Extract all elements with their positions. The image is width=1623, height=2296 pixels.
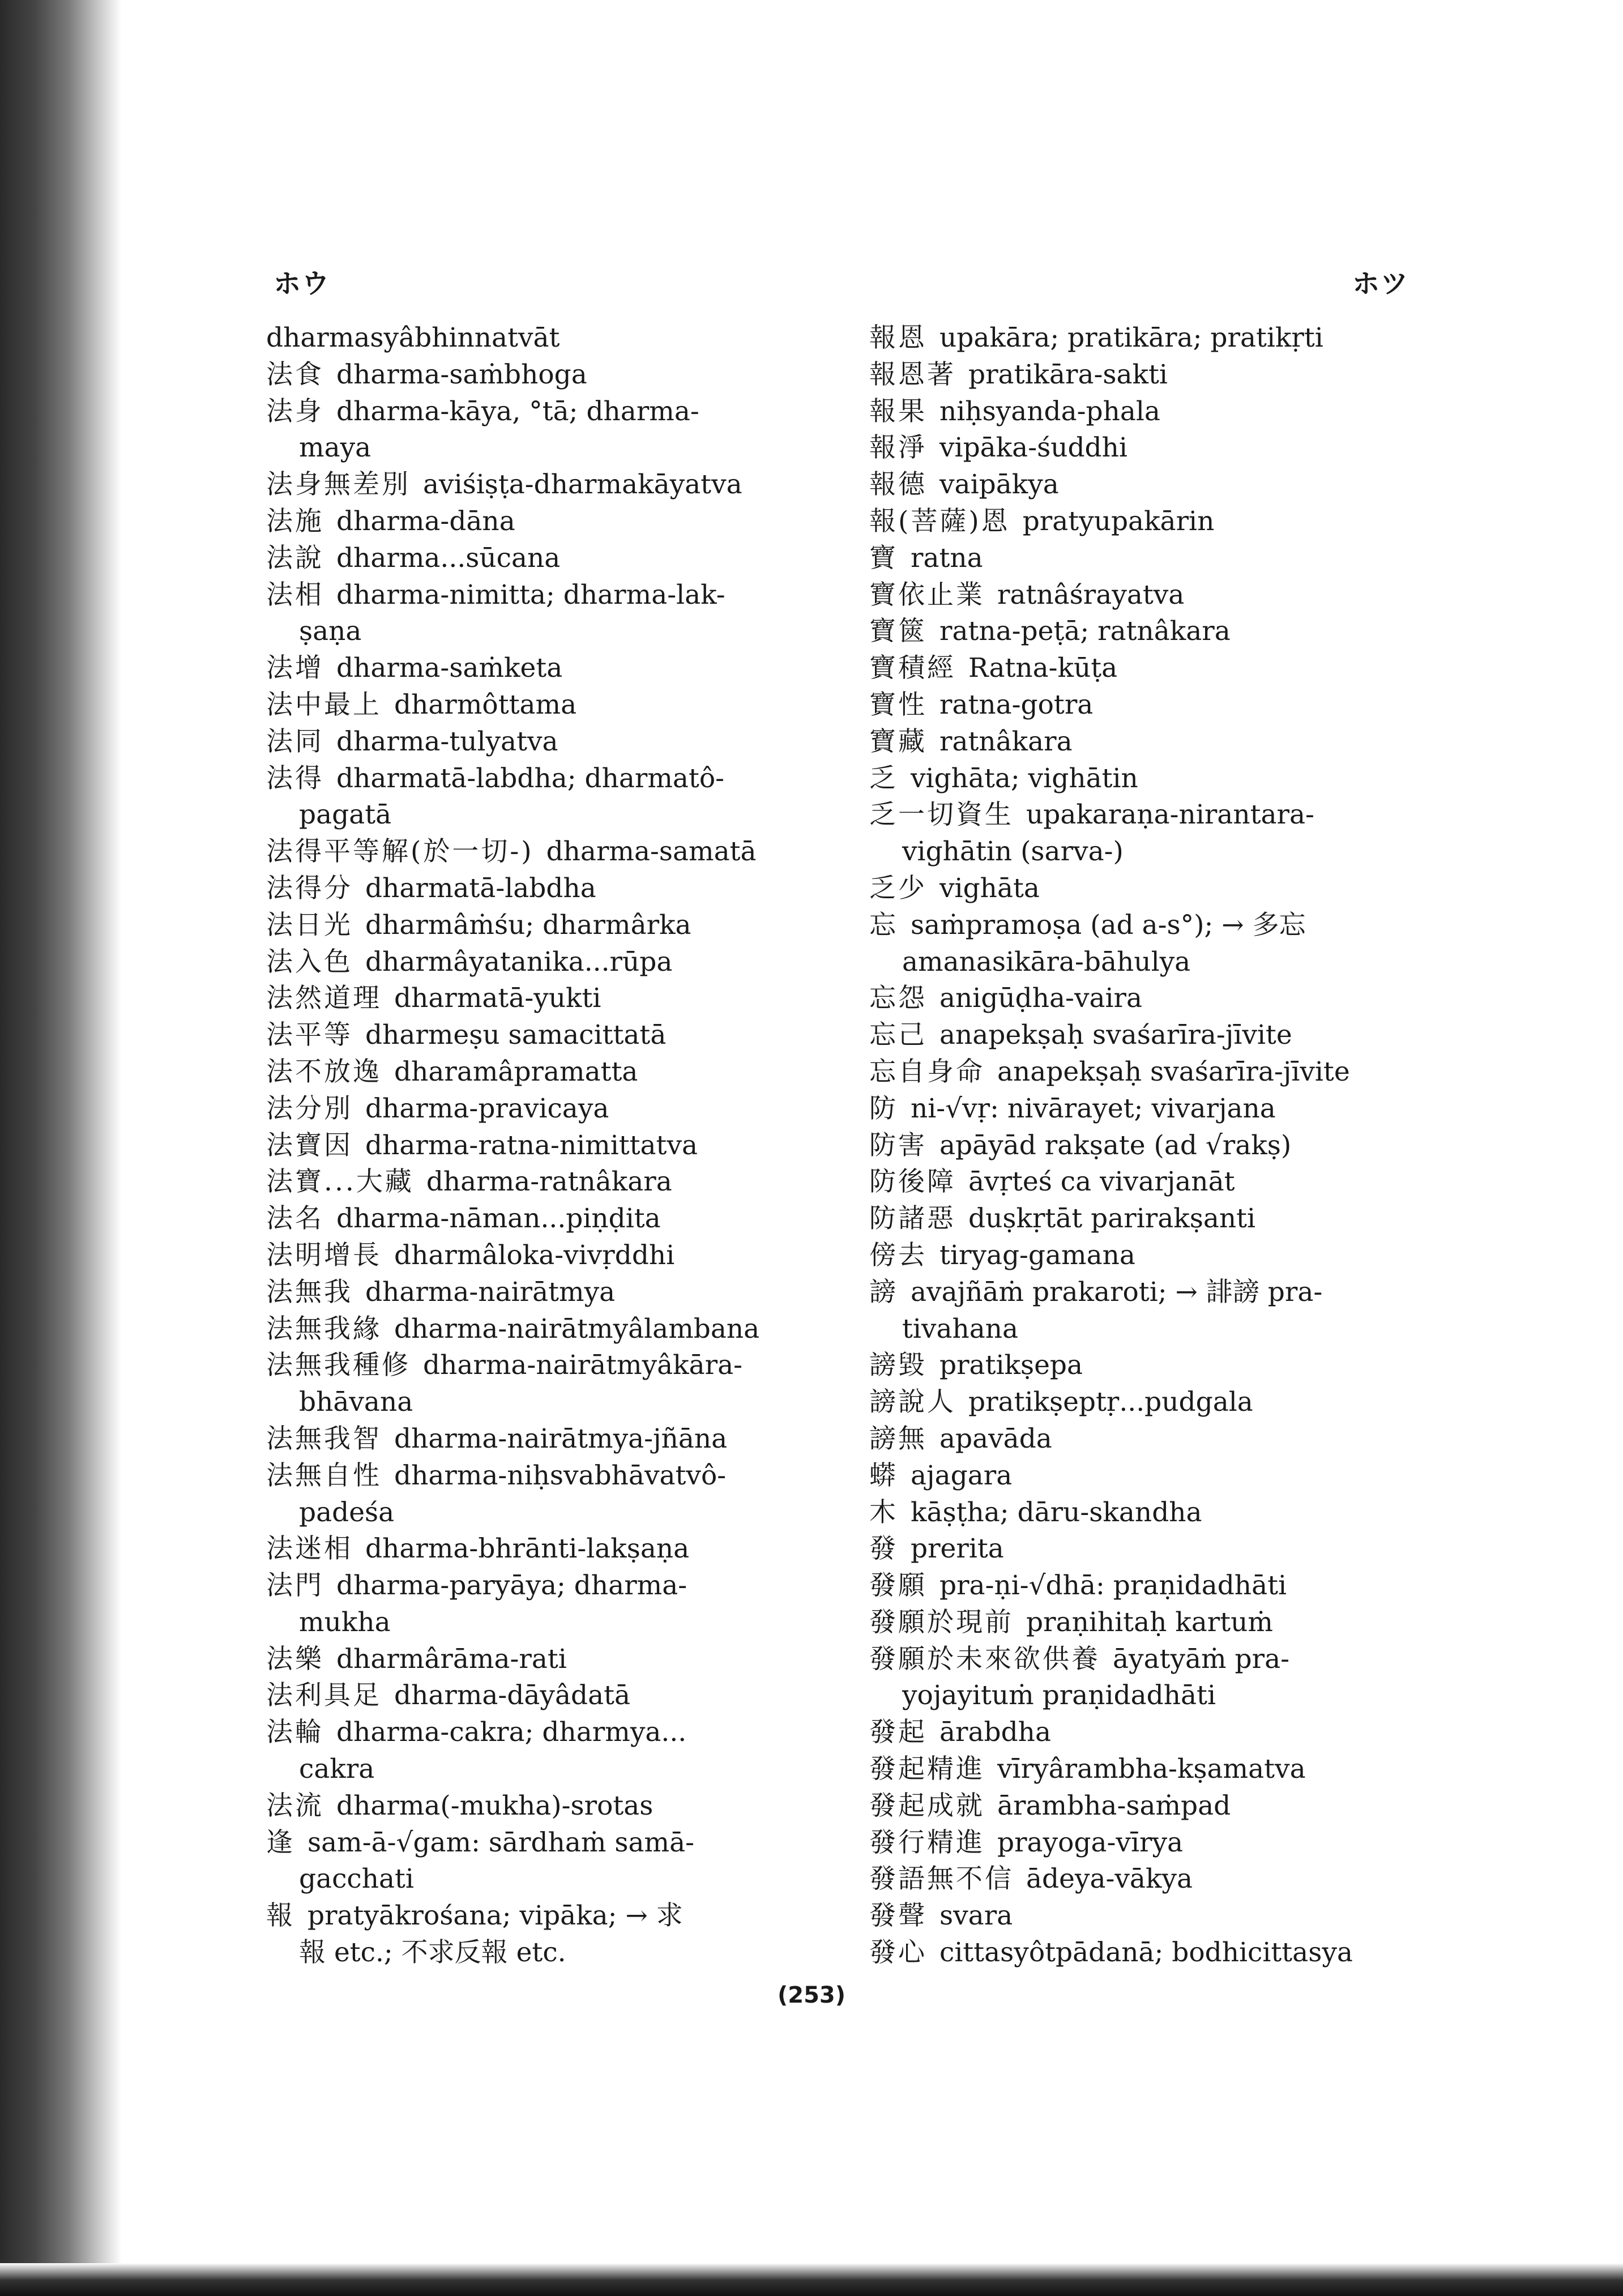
entry-headword: 法然道理 [266,983,382,1014]
dictionary-entry [869,980,1436,1017]
entry-headword: 傍去 [869,1239,927,1271]
entry-headword: 報恩 [869,322,927,353]
entry-headword: 防害 [869,1129,927,1161]
entry-definition: dharma-dāna [336,505,515,537]
entry-headword: 乏少 [869,872,927,904]
binding-shadow [0,0,122,2296]
entry-headword: 報 [266,1900,295,1932]
entry-headword: 法流 [266,1790,324,1821]
dictionary-entry [266,1274,838,1311]
dictionary-entry [869,577,1436,614]
entry-headword: 報淨 [869,432,927,464]
entry-definition: pratyākrośana; vipāka; → 求 [307,1900,683,1932]
dictionary-entry [869,1898,1436,1935]
entry-headword: 發起 [869,1717,927,1748]
entry-definition: dharma-nāman...piṇḍita [336,1203,661,1235]
dictionary-entry [869,761,1436,797]
dictionary-entry [266,1641,838,1678]
dictionary-entry [266,577,838,651]
entry-definition: tiryag-gamana [939,1239,1135,1271]
entry-headword: 法中最上 [266,689,382,720]
dictionary-entry [266,467,838,503]
entry-definition: apavāda [939,1423,1052,1454]
entry-headword: 謗說人 [869,1386,956,1418]
dictionary-entry [266,1237,838,1274]
dictionary-entry [869,650,1436,687]
entry-definition: niḥsyanda-phala [939,395,1160,427]
entry-headword: 忘怨 [869,983,927,1014]
entry-definition: aviśiṣṭa-dharmakāyatva [423,469,742,501]
entry-definition: upakaraṇa-nirantara- [1026,799,1314,831]
dictionary-entry [869,394,1436,430]
dictionary-entry [869,797,1436,870]
entry-definition: dharmâyatanika...rūpa [365,946,673,978]
right-column [869,320,1436,1971]
dictionary-entry [869,1751,1436,1788]
entry-definition: dharma-paryāya; dharma- [336,1570,687,1602]
entry-definition: dharma-saṁbhoga [336,359,587,390]
entry-headword: 法門 [266,1570,324,1602]
dictionary-entry [266,540,838,577]
entry-headword: 忘己 [869,1019,927,1051]
entry-headword: 逢 [266,1826,295,1858]
entry-headword: 防後障 [869,1166,956,1198]
entry-headword: 法不放逸 [266,1056,382,1087]
entry-definition: pratikāra-sakti [968,359,1168,390]
entry-continuation: yojayituṁ praṇidadhāti [902,1680,1216,1712]
dictionary-entry [266,1788,838,1825]
entry-headword: 法無我 [266,1276,353,1308]
dictionary-entry [869,1237,1436,1274]
dictionary-entry [266,320,838,357]
entry-definition: duṣkṛtāt parirakṣanti [968,1203,1256,1235]
entry-continuation: gacchati [299,1863,414,1895]
entry-headword: 寶性 [869,689,927,720]
entry-headword: 發起精進 [869,1753,985,1785]
left-column [266,320,838,1971]
dictionary-entry [869,1935,1436,1971]
entry-definition: ratnâkara [939,725,1073,757]
entry-headword: 寶積經 [869,652,956,684]
dictionary-entry [869,1421,1436,1458]
entry-definition: cittasyôtpādanā; bodhicittasya [939,1937,1353,1969]
entry-continuation: amanasikāra-bāhulya [902,946,1191,978]
dictionary-entry [266,1128,838,1164]
entry-headword: 法寶...大藏 [266,1166,414,1198]
entry-definition: dharma-nairātmya [365,1276,616,1308]
dictionary-entry [869,320,1436,357]
entry-definition: ratna [911,542,983,574]
entry-headword: 防 [869,1092,898,1124]
entry-headword: 法分別 [266,1092,353,1124]
entry-headword: 法樂 [266,1643,324,1675]
entry-headword: 法明增長 [266,1239,382,1271]
dictionary-entry [266,1568,838,1641]
entry-continuation: bhāvana [299,1386,413,1418]
dictionary-entry [266,1017,838,1054]
entry-headword: 法相 [266,579,324,611]
entry-definition: vighāta; vighātin [911,762,1138,794]
dictionary-entry [869,1201,1436,1237]
entry-headword: 發願 [869,1570,927,1602]
entry-headword: 法增 [266,652,324,684]
entry-headword: 發心 [869,1937,927,1969]
entry-definition: ārambha-saṁpad [997,1790,1231,1821]
entry-definition: dharmeṣu samacittatā [365,1019,667,1051]
entry-definition: ārabdha [939,1717,1051,1748]
dictionary-entry [869,540,1436,577]
entry-definition: dharma-tulyatva [336,725,558,757]
entry-headword: 發聲 [869,1900,927,1932]
entry-definition: dharma-samatā [546,836,757,868]
dictionary-entry [266,1421,838,1458]
dictionary-entry [869,1347,1436,1384]
entry-definition: ratna-gotra [939,689,1094,720]
entry-headword: 法身無差別 [266,469,411,501]
entry-headword: 法輪 [266,1717,324,1748]
entry-definition: vaipākya [939,469,1059,501]
entry-headword: 忘自身命 [869,1056,985,1087]
entry-headword: 法食 [266,359,324,390]
dictionary-entry [266,761,838,834]
entry-definition: avajñāṁ prakaroti; → 誹謗 pra- [911,1276,1323,1308]
dictionary-entry [266,503,838,540]
entry-definition: dharma-ratnâkara [426,1166,672,1198]
dictionary-entry [869,1495,1436,1531]
entry-definition: svara [939,1900,1013,1932]
entry-definition: dharamâpramatta [394,1056,638,1087]
dictionary-entry [869,357,1436,394]
entry-headword: 報恩著 [869,359,956,390]
entry-headword: 法無我種修 [266,1350,411,1381]
entry-definition: dharmôttama [394,689,577,720]
dictionary-entry [266,650,838,687]
entry-headword: 乏一切資生 [869,799,1014,831]
entry-definition: dharma(-mukha)-srotas [336,1790,654,1821]
dictionary-entry [266,944,838,981]
dictionary-entry [869,1568,1436,1604]
entry-definition: dharma-nimitta; dharma-lak- [336,579,725,611]
dictionary-entry [266,1054,838,1091]
entry-headword: 法名 [266,1203,324,1235]
entry-headword: 法無我智 [266,1423,382,1454]
entry-definition: ādeya-vākya [1026,1863,1193,1895]
entry-definition: Ratna-kūṭa [968,652,1118,684]
dictionary-entry [266,1898,838,1971]
entry-definition: dharma-bhrānti-lakṣaṇa [365,1533,690,1565]
entry-headword: 謗毀 [869,1350,927,1381]
entry-definition: ni-√vṛ: nivārayet; vivarjana [911,1092,1276,1124]
dictionary-entry [266,1714,838,1788]
entry-headword: 乏 [869,762,898,794]
entry-definition: vighāta [939,872,1040,904]
entry-headword: 法寶因 [266,1129,353,1161]
entry-definition: dharma-kāya, °tā; dharma- [336,395,699,427]
dictionary-entry [266,357,838,394]
entry-headword: 謗無 [869,1423,927,1454]
entry-definition: anapekṣaḥ svaśarīra-jīvite [997,1056,1350,1087]
dictionary-entry [869,1274,1436,1348]
entry-continuation: cakra [299,1753,375,1785]
entry-continuation: tivahana [902,1313,1019,1345]
dictionary-entry [869,724,1436,761]
dictionary-entry [869,1054,1436,1091]
entry-definition: pratikṣeptṛ...pudgala [968,1386,1253,1418]
entry-definition: prerita [911,1533,1004,1565]
entry-definition: dharmatā-yukti [394,983,601,1014]
dictionary-entry [869,467,1436,503]
entry-headword: 蟒 [869,1459,898,1491]
dictionary-entry [869,503,1436,540]
dictionary-entry [869,1128,1436,1164]
entry-headword: 發願於未來欲供養 [869,1643,1100,1675]
entry-headword: 發語無不信 [869,1863,1014,1895]
entry-continuation: 報 etc.; 不求反報 etc. [299,1937,566,1969]
dictionary-entry [869,1531,1436,1568]
entry-headword: 寶篋 [869,616,927,647]
entry-definition: dharmatā-labdha; dharmatô- [336,762,725,794]
dictionary-entry [869,687,1436,724]
entry-definition: dharma-nairātmya-jñāna [394,1423,728,1454]
entry-headword: 法說 [266,542,324,574]
dictionary-entry [266,687,838,724]
entry-definition: ratnâśrayatva [997,579,1185,611]
entry-headword: 法得分 [266,872,353,904]
entry-definition: dharmasyâbhinnatvāt [266,322,560,353]
entry-definition: pratyupakārin [1022,505,1215,537]
entry-headword: 法迷相 [266,1533,353,1565]
entry-continuation: maya [299,432,371,464]
entry-definition: dharma-dāyâdatā [394,1680,631,1712]
scan-bottom-edge [0,2263,1623,2296]
entry-definition: vīryârambha-kṣamatva [997,1753,1306,1785]
entry-headword: 法同 [266,725,324,757]
entry-definition: āyatyāṁ pra- [1113,1643,1290,1675]
entry-definition: apāyād rakṣate (ad √rakṣ) [939,1129,1292,1161]
entry-definition: saṁpramoṣa (ad a-s°); → 多忘 [911,909,1306,941]
dictionary-entry [266,907,838,944]
dictionary-entry [869,430,1436,467]
entry-headword: 法日光 [266,909,353,941]
dictionary-entry [869,613,1436,650]
running-head-left: ホウ [274,268,331,300]
entry-headword: 寶依止業 [869,579,985,611]
dictionary-entry [266,1678,838,1714]
dictionary-entry [266,1347,838,1421]
dictionary-entry [869,1458,1436,1495]
dictionary-entry [869,1017,1436,1054]
entry-definition: vipāka-śuddhi [939,432,1127,464]
entry-definition: pra-ṇi-√dhā: praṇidadhāti [939,1570,1287,1602]
entry-definition: dharma-cakra; dharmya... [336,1717,687,1748]
dictionary-entry [266,1311,838,1348]
entry-headword: 木 [869,1496,898,1528]
dictionary-entry [266,1201,838,1237]
entry-definition: dharmatā-labdha [365,872,596,904]
entry-definition: ratna-peṭā; ratnâkara [939,616,1231,647]
entry-definition: kāṣṭha; dāru-skandha [911,1496,1202,1528]
dictionary-entry [869,1164,1436,1201]
entry-headword: 報德 [869,469,927,501]
entry-headword: 忘 [869,909,898,941]
entry-definition: upakāra; pratikāra; pratikṛti [939,322,1323,353]
dictionary-entry [869,1384,1436,1421]
entry-definition: dharmâṁśu; dharmârka [365,909,691,941]
dictionary-entry [266,1825,838,1898]
entry-continuation: ṣaṇa [299,616,362,647]
running-head-right: ホツ [1352,268,1409,300]
dictionary-entry [869,870,1436,907]
entry-definition: anapekṣaḥ svaśarīra-jīvite [939,1019,1292,1051]
entry-headword: 發行精進 [869,1826,985,1858]
entry-headword: 法得平等解(於一切-) [266,836,534,868]
entry-definition: dharma-saṁketa [336,652,563,684]
entry-headword: 發起成就 [869,1790,985,1821]
entry-continuation: pagatā [299,799,392,831]
entry-definition: sam-ā-√gam: sārdhaṁ samā- [307,1826,694,1858]
entry-continuation: vighātin (sarva-) [902,836,1124,868]
entry-continuation: padeśa [299,1496,395,1528]
dictionary-entry [869,1788,1436,1825]
entry-definition: prayoga-vīrya [997,1826,1184,1858]
dictionary-entry [266,834,838,870]
dictionary-entry [266,1458,838,1531]
entry-definition: dharma-nairātmyâlambana [394,1313,760,1345]
entry-headword: 報果 [869,395,927,427]
dictionary-entry [266,1164,838,1201]
dictionary-entry [266,1531,838,1568]
entry-headword: 發 [869,1533,898,1565]
entry-definition: dharma-niḥsvabhāvatvô- [394,1459,727,1491]
entry-headword: 法身 [266,395,324,427]
dictionary-entry [266,724,838,761]
dictionary-entry [266,870,838,907]
dictionary-entry [869,907,1436,981]
dictionary-entry [869,1091,1436,1128]
entry-definition: āvṛteś ca vivarjanāt [968,1166,1235,1198]
dictionary-entry [266,394,838,467]
entry-headword: 防諸惡 [869,1203,956,1235]
entry-headword: 法無自性 [266,1459,382,1491]
entry-definition: dharma-nairātmyâkāra- [423,1350,743,1381]
dictionary-entry [869,1641,1436,1715]
entry-definition: praṇihitaḥ kartuṁ [1026,1606,1273,1638]
entry-headword: 寶 [869,542,898,574]
entry-headword: 法利具足 [266,1680,382,1712]
dictionary-entry [869,1825,1436,1862]
entry-definition: dharmârāma-rati [336,1643,567,1675]
entry-definition: pratikṣepa [939,1350,1083,1381]
dictionary-entry [869,1861,1436,1898]
entry-headword: 法平等 [266,1019,353,1051]
dictionary-entry [266,1091,838,1128]
dictionary-entry [869,1714,1436,1751]
dictionary-entry [266,980,838,1017]
entry-definition: dharma-pravicaya [365,1092,609,1124]
entry-headword: 謗 [869,1276,898,1308]
entry-definition: dharma-ratna-nimittatva [365,1129,698,1161]
entry-definition: dharma...sūcana [336,542,561,574]
entry-headword: 法得 [266,762,324,794]
dictionary-entry [869,1604,1436,1641]
page-number: (253) [777,1982,846,2008]
entry-definition: dharmâloka-vivṛddhi [394,1239,675,1271]
entry-continuation: mukha [299,1606,391,1638]
entry-definition: ajagara [911,1459,1013,1491]
entry-headword: 法施 [266,505,324,537]
entry-definition: anigūḍha-vaira [939,983,1143,1014]
entry-headword: 發願於現前 [869,1606,1014,1638]
entry-headword: 法入色 [266,946,353,978]
entry-headword: 寶藏 [869,725,927,757]
entry-headword: 法無我緣 [266,1313,382,1345]
entry-headword: 報(菩薩)恩 [869,505,1010,537]
